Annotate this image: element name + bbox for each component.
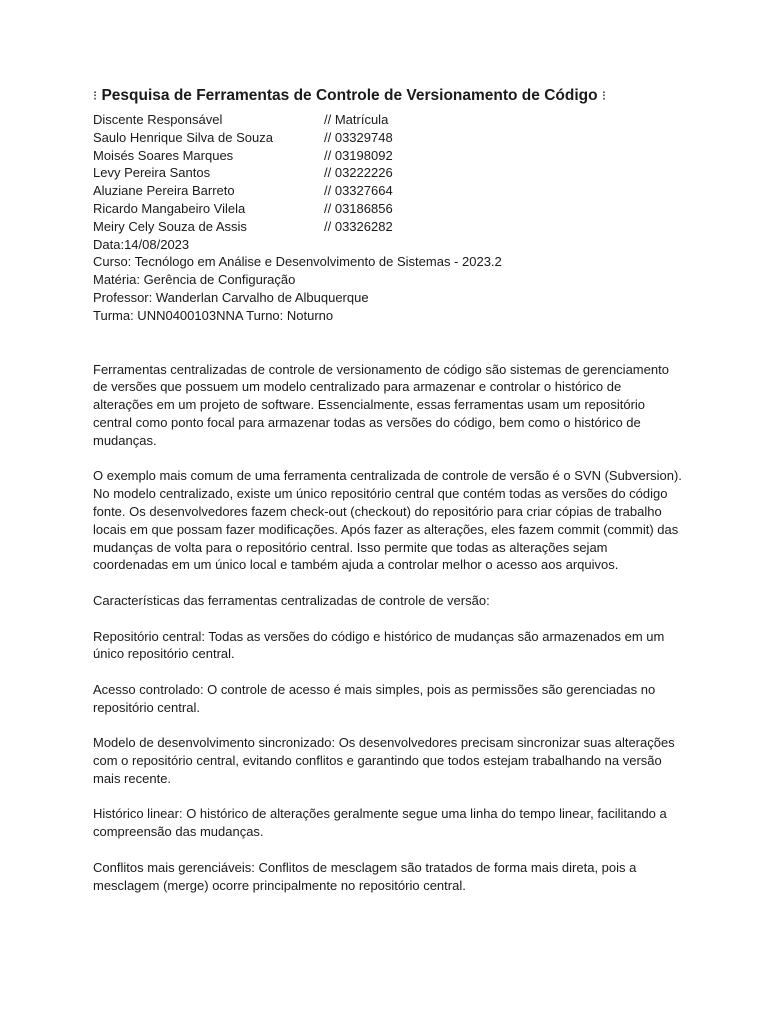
document-date: Data:14/08/2023 bbox=[93, 236, 190, 252]
student-name: Ricardo Mangabeiro Vilela bbox=[93, 200, 246, 216]
roster-row bbox=[93, 182, 683, 200]
subject-line: Matéria: Gerência de Configuração bbox=[93, 272, 296, 288]
course-line: Curso: Tecnólogo em Análise e Desenvolvimento de Sistemas - 2023.2 bbox=[93, 254, 502, 270]
student-name: Saulo Henrique Silva de Souza bbox=[93, 129, 273, 145]
roster-row bbox=[93, 200, 683, 218]
student-roster bbox=[93, 111, 683, 236]
title-ornament-right: ⁝ bbox=[601, 89, 607, 104]
paragraph-controlled-access: Acesso controlado: O controle de acesso é mais simples, pois as permissões são gerenciadas no repositório central. bbox=[93, 681, 656, 715]
roster-row bbox=[93, 164, 683, 182]
title-ornament-left: ⁝ bbox=[93, 89, 98, 104]
student-id: // 03329748 bbox=[324, 129, 393, 145]
paragraph-central-repository: Repositório central: Todas as versões do código e histórico de mudanças são armazenados em um único repositório central. bbox=[93, 628, 665, 662]
roster-row bbox=[93, 147, 683, 165]
paragraph-linear-history: Histórico linear: O histórico de alterações geralmente segue uma linha do tempo linear, facilitando a compreensão das mudanças. bbox=[93, 806, 667, 840]
roster-header-name: Discente Responsável bbox=[93, 112, 223, 127]
paragraph-characteristics-heading: Características das ferramentas centralizadas de controle de versão: bbox=[93, 592, 490, 608]
student-id: // 03198092 bbox=[324, 147, 393, 163]
student-id: // 03327664 bbox=[324, 183, 393, 199]
student-name: Levy Pereira Santos bbox=[93, 165, 211, 181]
student-id: // 03222226 bbox=[324, 165, 393, 181]
student-id: // 03326282 bbox=[324, 218, 393, 234]
professor-line: Professor: Wanderlan Carvalho de Albuquerque bbox=[93, 289, 369, 305]
roster-row bbox=[93, 218, 683, 236]
paragraph-synchronized-model: Modelo de desenvolvimento sincronizado: Os desenvolvedores precisam sincronizar suas alterações com o repositório central, evitando conflitos e garantindo que todos estejam trabalhando na versão mais recente. bbox=[93, 735, 675, 786]
student-name: Meiry Cely Souza de Assis bbox=[93, 218, 247, 234]
student-name: Moisés Soares Marques bbox=[93, 147, 234, 163]
student-name: Aluziane Pereira Barreto bbox=[93, 183, 235, 199]
section-spacer bbox=[93, 325, 683, 361]
paragraph-intro: Ferramentas centralizadas de controle de versionamento de código são sistemas de gerenciamento de versões que possuem um modelo centralizado para armazenar e controlar o histórico de alterações em um projeto de software. Essencialmente, essas ferramentas usam um repositório central como ponto focal para armazenar todas as versões do código, bem como o histórico de mudanças. bbox=[93, 361, 669, 448]
roster-header bbox=[93, 111, 683, 129]
roster-header-id: // Matrícula bbox=[324, 112, 389, 127]
document-title bbox=[93, 86, 683, 107]
document-page bbox=[93, 86, 683, 912]
student-id: // 03186856 bbox=[324, 200, 393, 216]
title-text: Pesquisa de Ferramentas de Controle de Versionamento de Código bbox=[101, 87, 598, 104]
roster-row bbox=[93, 129, 683, 147]
paragraph-manageable-conflicts: Conflitos mais gerenciáveis: Conflitos de mesclagem são tratados de forma mais direta, pois a mesclagem (merge) ocorre principalmente no repositório central. bbox=[93, 859, 637, 893]
class-line: Turma: UNN0400103NNA Turno: Noturno bbox=[93, 307, 334, 323]
paragraph-svn-example: O exemplo mais comum de uma ferramenta centralizada de controle de versão é o SVN (Subversion). No modelo centralizado, existe um único repositório central que contém todas as versões do código fonte. Os desenvolvedores fazem check-out (checkout) do repositório para criar cópias de trabalho locais em que possam fazer modificações. Após fazer as alterações, eles fazem commit (commit) das mudanças de volta para o repositório central. Isso permite que todas as alterações sejam coordenadas em um único local e também ajuda a controlar melhor o acesso aos arquivos. bbox=[93, 468, 682, 573]
